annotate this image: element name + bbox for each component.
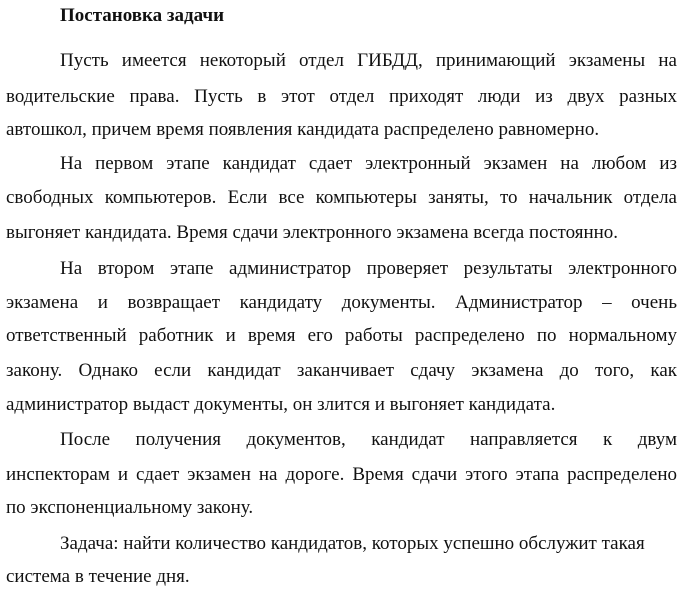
text-line: система в течение дня. bbox=[6, 566, 190, 587]
text-line: инспекторам и сдает экзамен на дороге. Время сдачи этого этапа распределено bbox=[6, 464, 677, 485]
text-line: администратор выдаст документы, он злится и выгоняет кандидата. bbox=[6, 394, 556, 415]
text-line: экзамена и возвращает кандидату документы. Администратор – очень bbox=[6, 292, 677, 313]
text-line: закону. Однако если кандидат заканчивает сдачу экзамена до того, как bbox=[6, 360, 677, 381]
document-title: Постановка задачи bbox=[60, 5, 225, 26]
text-line: водительские права. Пусть в этот отдел приходят люди из двух разных bbox=[6, 86, 677, 107]
text-line: На втором этапе администратор проверяет результаты электронного bbox=[60, 258, 677, 279]
text-line: по экспоненциальному закону. bbox=[6, 497, 254, 518]
text-line: автошкол, причем время появления кандидата распределено равномерно. bbox=[6, 119, 600, 140]
text-line: Пусть имеется некоторый отдел ГИБДД, принимающий экзамены на bbox=[60, 50, 677, 71]
text-line: На первом этапе кандидат сдает электронный экзамен на любом из bbox=[60, 153, 677, 174]
text-line: свободных компьютеров. Если все компьютеры заняты, то начальник отдела bbox=[6, 187, 677, 208]
text-line: После получения документов, кандидат направляется к двум bbox=[60, 429, 677, 450]
text-line: Задача: найти количество кандидатов, которых успешно обслужит такая bbox=[60, 533, 645, 554]
text-line: выгоняет кандидата. Время сдачи электронного экзамена всегда постоянно. bbox=[6, 222, 619, 243]
text-line: ответственный работник и время его работы распределено по нормальному bbox=[6, 325, 677, 346]
